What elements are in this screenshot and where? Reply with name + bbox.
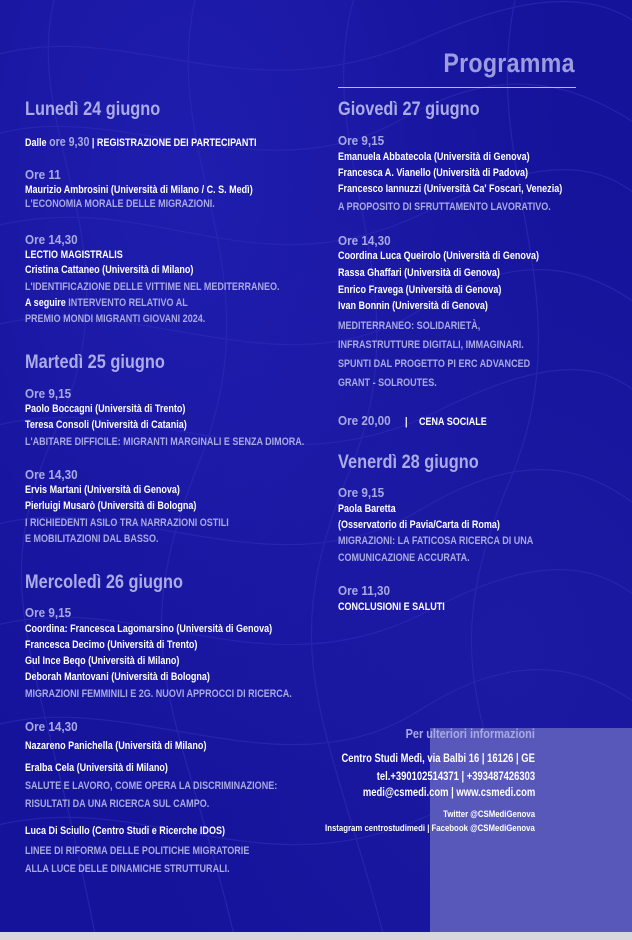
speaker: Luca Di Sciullo (Centro Studi e Ricerche IDOS) (25, 825, 225, 837)
session-time: Ore 14,30 (25, 719, 78, 734)
speaker: Pierluigi Musarò (Università di Bologna) (25, 500, 197, 512)
speaker: Coordina Luca Queirolo (Università di Genova) (338, 250, 539, 262)
day-heading: Lunedì 24 giugno (25, 99, 161, 120)
dinner-sep: | (405, 416, 408, 428)
bottom-strip (0, 932, 632, 940)
session-time: Ore 9,15 (25, 386, 72, 401)
session-topic: MIGRAZIONI FEMMINILI E 2G. NUOVI APPROCCI DI RICERCA. (25, 688, 292, 700)
speaker: Ivan Bonnin (Università di Genova) (338, 300, 488, 312)
day-heading: Giovedì 27 giugno (338, 99, 480, 120)
info-email-web[interactable]: medi@csmedi.com | www.csmedi.com (362, 787, 535, 799)
registration-prefix: Dalle (25, 137, 47, 149)
speaker: Enrico Fravega (Università di Genova) (338, 284, 502, 296)
info-social-wrap (279, 823, 535, 835)
session-topic: GRANT - SOLROUTES. (338, 377, 437, 389)
speaker: Maurizio Ambrosini (Università di Milano / C. S. Medì) (25, 184, 253, 196)
speaker: Francesca A. Vianello (Università di Padova) (338, 167, 528, 179)
speaker-affiliation: (Osservatorio di Pavia/Carta di Roma) (338, 519, 500, 531)
registration-time: ore 9,30 (49, 134, 90, 149)
session-topic: MEDITERRANEO: SOLIDARIETÀ, (338, 320, 481, 332)
session-time: Ore 11 (25, 167, 61, 182)
session-time: Ore 11,30 (338, 583, 391, 598)
info-address-wrap (299, 752, 535, 766)
session-topic: COMUNICAZIONE ACCURATA. (338, 552, 470, 564)
session-time: Ore 14,30 (25, 467, 78, 482)
thursday-section (338, 98, 503, 121)
session-topic: SALUTE E LAVORO, COME OPERA LA DISCRIMINAZIONE: (25, 780, 278, 792)
session-topic: ALLA LUCE DELLE DINAMICHE STRUTTURALI. (25, 863, 230, 875)
day-heading: Mercoledì 26 giugno (25, 572, 183, 593)
info-heading: Per ulteriori informazioni (405, 726, 535, 741)
speaker: Cristina Cattaneo (Università di Milano) (25, 264, 194, 276)
session-topic: A PROPOSITO DI SFRUTTAMENTO LAVORATIVO. (338, 201, 551, 213)
info-phones[interactable]: tel.+390102514371 | +393487426303 (376, 771, 535, 783)
seguire-text-2: PREMIO MONDI MIGRANTI GIOVANI 2024. (25, 313, 206, 325)
speaker: Francesca Decimo (Università di Trento) (25, 639, 198, 651)
info-email-wrap (325, 786, 535, 800)
day-heading: Venerdì 28 giugno (338, 452, 479, 473)
title-divider (338, 87, 576, 88)
session-topic: LINEE DI RIFORMA DELLE POLITICHE MIGRATORIE (25, 845, 250, 857)
speaker: Emanuela Abbatecola (Università di Genova) (338, 151, 530, 163)
session-time: Ore 14,30 (338, 233, 391, 248)
session-time: Ore 9,15 (25, 605, 72, 620)
day-heading: Martedì 25 giugno (25, 352, 165, 373)
session-time: Ore 14,30 (25, 232, 78, 247)
dinner-text: CENA SOCIALE (418, 416, 487, 428)
lectio-label: LECTIO MAGISTRALIS (25, 249, 123, 261)
dinner-time: Ore 20,00 (338, 413, 391, 428)
social-dinner-line (338, 412, 501, 430)
registration-sep: | (89, 137, 97, 149)
info-phones-wrap (342, 770, 535, 784)
session-topic: L'ABITARE DIFFICILE: MIGRANTI MARGINALI E SENZA DIMORA. (25, 436, 305, 448)
speaker: Eralba Cela (Università di Milano) (25, 762, 168, 774)
session-topic: INFRASTRUTTURE DIGITALI, IMMAGINARI. (338, 339, 524, 351)
info-twitter-wrap (423, 809, 535, 821)
friday-section (338, 451, 502, 474)
wednesday-section (25, 571, 209, 594)
session-topic: L'IDENTIFICAZIONE DELLE VITTIME NEL MEDITERRANEO. (25, 281, 280, 293)
session-time: Ore 9,15 (338, 485, 385, 500)
info-heading-wrap (381, 726, 535, 741)
seguire-line (25, 297, 188, 310)
session-topic: E MOBILITAZIONI DAL BASSO. (25, 533, 159, 545)
session-topic: MIGRAZIONI: LA FATICOSA RICERCA DI UNA (338, 535, 534, 547)
speaker: Deborah Mantovani (Università di Bologna) (25, 671, 210, 683)
speaker: Francesco Iannuzzi (Università Ca' Foscari, Venezia) (338, 183, 563, 195)
info-address: Centro Studi Medì, via Balbi 16 | 16126 | GE (341, 753, 535, 765)
tuesday-section (25, 351, 188, 374)
speaker: Teresa Consoli (Università di Catania) (25, 419, 187, 431)
session-topic: SPUNTI DAL PROGETTO PI ERC ADVANCED (338, 358, 531, 370)
info-social[interactable]: Instagram centrostudimedi | Facebook @CSMediGenova (325, 823, 535, 834)
registration-text: REGISTRAZIONE DEI PARTECIPANTI (96, 137, 257, 149)
monday-section (25, 98, 182, 121)
info-twitter[interactable]: Twitter @CSMediGenova (443, 809, 535, 820)
speaker: Rassa Ghaffari (Università di Genova) (338, 267, 500, 279)
session-topic: L'ECONOMIA MORALE DELLE MIGRAZIONI. (25, 198, 215, 210)
session-time: Ore 9,15 (338, 133, 385, 148)
speaker: Gul Ince Beqo (Università di Milano) (25, 655, 180, 667)
speaker: Paola Baretta (338, 503, 396, 515)
speaker: Nazareno Panichella (Università di Milano) (25, 740, 207, 752)
session-topic: RISULTATI DA UNA RICERCA SUL CAMPO. (25, 798, 210, 810)
session-topic: I RICHIEDENTI ASILO TRA NARRAZIONI OSTILI (25, 517, 229, 529)
seguire-text: INTERVENTO RELATIVO AL (68, 297, 188, 309)
closing-text: CONCLUSIONI E SALUTI (338, 601, 445, 613)
speaker: Ervis Martani (Università di Genova) (25, 484, 180, 496)
speaker: Paolo Boccagni (Università di Trento) (25, 403, 186, 415)
registration-line (25, 136, 256, 150)
seguire-prefix: A seguire (25, 297, 66, 309)
speaker: Coordina: Francesca Lagomarsino (Università di Genova) (25, 623, 273, 635)
page-title: Programma (443, 48, 575, 78)
